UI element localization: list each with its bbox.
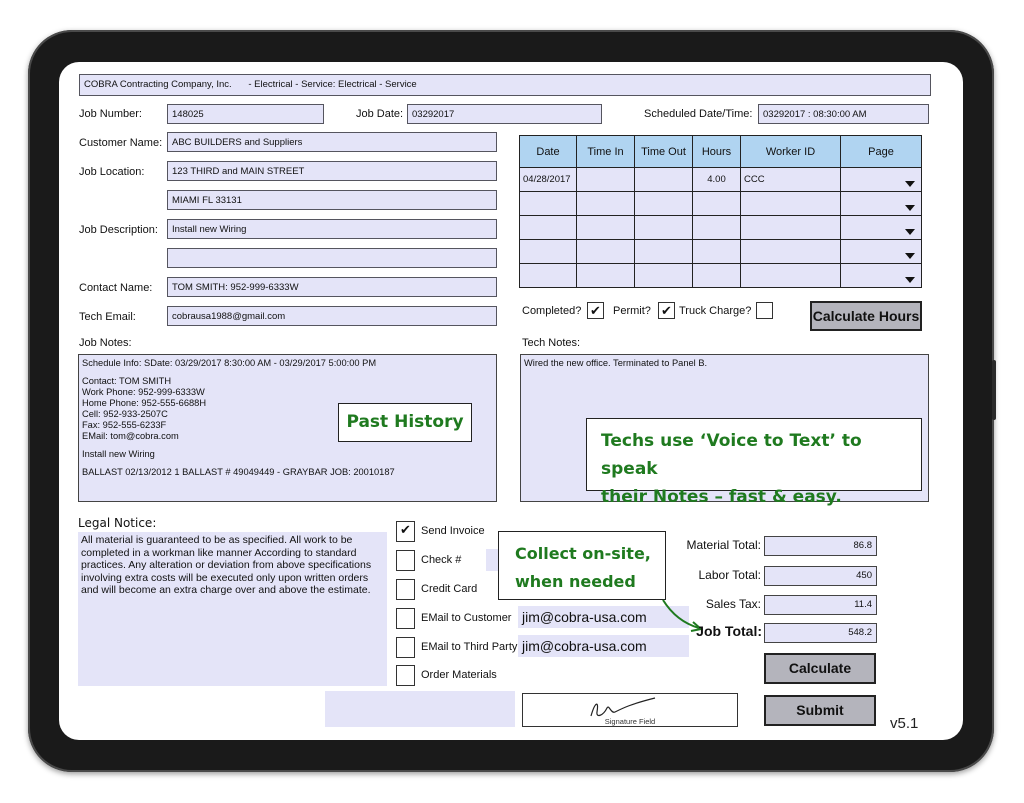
job-notes-label: Job Notes: [79,337,132,349]
cell-time-in[interactable] [577,192,635,216]
material-total-field[interactable]: 86.8 [764,536,877,556]
chevron-down-icon [905,229,915,235]
check-icon: ✔ [661,303,672,318]
job-total-label: Job Total: [696,623,762,639]
cell-worker-id[interactable] [741,240,841,264]
legal-notice-text: All material is guaranteed to be as specified. All work to be completed in a workman like manner According to standard practices. Any alteration or deviation from above specifications involving extra costs will be executed only upon written orders and will become an extra charge over and above the estimate. [78,532,387,686]
past-history-callout: Past History [338,403,472,442]
job-number-field[interactable]: 148025 [167,104,324,124]
cell-date[interactable]: 04/28/2017 [520,168,577,192]
voice-to-text-callout [586,418,922,507]
note-line: Schedule Info: SDate: 03/29/2017 8:30:00 AM - 03/29/2017 5:00:00 PM [82,358,377,368]
service-type: - Electrical - Service: Electrical - Service [248,79,417,90]
cell-time-out[interactable] [635,216,693,240]
job-description-field[interactable]: Install new Wiring [167,219,497,239]
cell-worker-id[interactable] [741,264,841,288]
col-time-in: Time In [577,136,635,168]
tech-email-label: Tech Email: [79,311,136,323]
job-number-label: Job Number: [79,108,142,120]
note-line: BALLAST 02/13/2012 1 BALLAST # 49049449 - GRAYBAR JOB: 20010187 [82,467,395,477]
page-dropdown[interactable] [841,168,922,192]
tech-notes-text: Wired the new office. Terminated to Panel B. [524,358,708,368]
labor-total-label: Labor Total: [698,568,761,582]
job-description-label: Job Description: [79,224,158,236]
permit-label: Permit? [613,305,651,317]
job-description-field-2[interactable] [167,248,497,268]
order-materials-label: Order Materials [421,669,497,681]
company-name: COBRA Contracting Company, Inc. [84,79,232,90]
cell-time-in[interactable] [577,216,635,240]
cell-date[interactable] [520,192,577,216]
version-label: v5.1 [890,715,919,732]
form-screen [59,62,963,740]
cell-date[interactable] [520,216,577,240]
col-page: Page [841,136,922,168]
signature-field-label: Signature Field [604,717,656,726]
email-customer-field[interactable]: jim@cobra-usa.com [518,606,689,628]
contact-name-label: Contact Name: [79,282,153,294]
cell-hours[interactable]: 4.00 [693,168,741,192]
order-materials-checkbox[interactable] [396,665,415,686]
cell-time-out[interactable] [635,240,693,264]
sales-tax-field[interactable]: 11.4 [764,595,877,615]
voice-callout-line2: their Notes – fast & easy. [601,487,842,507]
cell-date[interactable] [520,240,577,264]
scheduled-field[interactable]: 03292017 : 08:30:00 AM [758,104,929,124]
labor-total-field[interactable]: 450 [764,566,877,586]
cell-worker-id[interactable]: CCC [741,168,841,192]
cell-time-in[interactable] [577,240,635,264]
table-row [520,264,922,288]
chevron-down-icon [905,205,915,211]
email-third-party-checkbox[interactable] [396,637,415,658]
address-line2-field[interactable]: MIAMI FL 33131 [167,190,497,210]
page-dropdown[interactable] [841,216,922,240]
company-header-field [79,74,931,96]
note-line: Fax: 952-555-6233F [82,420,167,430]
calculate-hours-button[interactable]: Calculate Hours [810,301,922,331]
email-customer-checkbox[interactable] [396,608,415,629]
voice-callout-line1: Techs use ‘Voice to Text’ to speak [601,431,862,479]
truck-charge-label: Truck Charge? [679,305,752,317]
note-line: Install new Wiring [82,449,155,459]
time-entry-table [519,135,922,288]
cell-hours[interactable] [693,264,741,288]
tech-notes-label: Tech Notes: [522,337,581,349]
chevron-down-icon [905,181,915,187]
job-date-field[interactable]: 03292017 [407,104,602,124]
page-dropdown[interactable] [841,240,922,264]
table-row [520,168,922,192]
collect-on-site-callout [498,531,666,600]
chevron-down-icon [905,253,915,259]
calculate-button[interactable]: Calculate [764,653,876,684]
table-header-row [520,136,922,168]
cell-hours[interactable] [693,240,741,264]
cell-date[interactable] [520,264,577,288]
col-time-out: Time Out [635,136,693,168]
col-date: Date [520,136,577,168]
submit-button[interactable]: Submit [764,695,876,726]
cell-worker-id[interactable] [741,192,841,216]
check-number-label: Check # [421,554,462,566]
table-row [520,192,922,216]
cell-time-in[interactable] [577,168,635,192]
table-row [520,216,922,240]
address-line1-field[interactable]: 123 THIRD and MAIN STREET [167,161,497,181]
tablet-side-button [992,360,996,420]
check-icon: ✔ [590,303,601,318]
note-line [82,369,493,376]
truck-charge-checkbox[interactable] [756,302,773,319]
cell-worker-id[interactable] [741,216,841,240]
table-row [520,240,922,264]
job-total-field[interactable]: 548.2 [764,623,877,643]
job-date-label: Job Date: [356,108,404,120]
collect-callout-line2: when needed [515,572,636,591]
customer-name-label: Customer Name: [79,137,163,149]
col-hours: Hours [693,136,741,168]
collect-callout-line1: Collect on-site, [515,544,651,563]
legal-notice-label: Legal Notice: [78,516,157,530]
credit-card-label: Credit Card [421,583,478,595]
note-line: Cell: 952-933-2507C [82,409,168,419]
check-number-checkbox[interactable] [396,550,415,571]
tech-email-field[interactable]: cobrausa1988@gmail.com [167,306,497,326]
cell-time-out[interactable] [635,168,693,192]
note-line [82,442,493,449]
customer-name-field[interactable]: ABC BUILDERS and Suppliers [167,132,497,152]
completed-checkbox[interactable] [587,302,604,319]
scheduled-label: Scheduled Date/Time: [644,108,753,120]
chevron-down-icon [905,277,915,283]
cell-time-in[interactable] [577,264,635,288]
credit-card-checkbox[interactable] [396,579,415,600]
send-invoice-checkbox[interactable] [396,521,415,542]
contact-name-field[interactable]: TOM SMITH: 952-999-6333W [167,277,497,297]
check-icon: ✔ [400,522,411,537]
material-total-label: Material Total: [686,538,761,552]
col-worker-id: Worker ID [741,136,841,168]
note-line: Contact: TOM SMITH [82,376,172,386]
email-third-party-field[interactable]: jim@cobra-usa.com [518,635,689,657]
cell-time-out[interactable] [635,192,693,216]
page-dropdown[interactable] [841,192,922,216]
permit-checkbox[interactable] [658,302,675,319]
send-invoice-label: Send Invoice [421,525,485,537]
note-line: Home Phone: 952-555-6688H [82,398,207,408]
email-customer-label: EMail to Customer [421,612,512,624]
note-line: Work Phone: 952-999-6333W [82,387,205,397]
page-dropdown[interactable] [841,264,922,288]
note-line: EMail: tom@cobra.com [82,431,179,441]
sales-tax-label: Sales Tax: [705,597,761,611]
cell-hours[interactable] [693,216,741,240]
email-third-party-label: EMail to Third Party [421,641,518,653]
bottom-extra-field[interactable] [325,691,515,727]
completed-label: Completed? [522,305,582,317]
cell-hours[interactable] [693,192,741,216]
signature-field[interactable] [522,693,738,727]
job-location-label: Job Location: [79,166,145,178]
cell-time-out[interactable] [635,264,693,288]
note-line [82,460,493,467]
